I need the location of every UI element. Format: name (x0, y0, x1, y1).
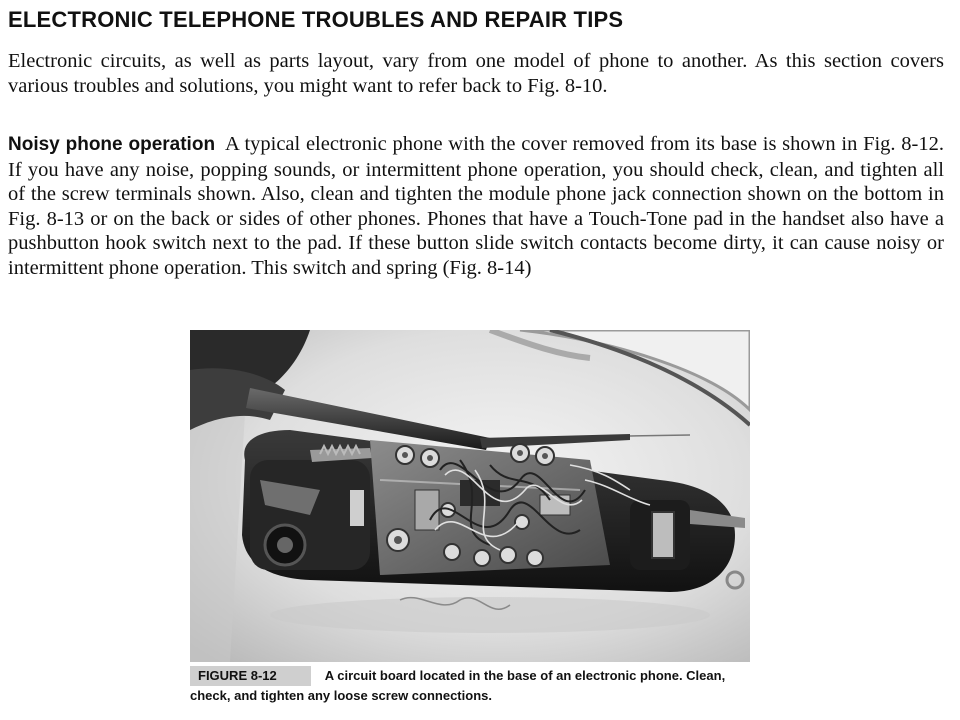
figure-caption (190, 666, 756, 706)
noisy-operation-body: A typical electronic phone with the cover removed from its base is shown in Fig. 8-12. If you have any noise, popping sounds, or intermittent phone operation, you should check, clean, and tighten all of the screw terminals shown. Also, clean and tighten the module phone jack connection shown on the bottom in Fig. 8-13 or on the back or sides of other phones. Phones that have a Touch-Tone pad in the handset also have a pushbutton hook switch next to the pad. If these button slide switch contacts become dirty, it can cause noisy or intermittent phone operation. This switch and spring (Fig. 8-14) (8, 133, 944, 279)
noisy-operation-heading: Noisy phone operation (8, 134, 216, 155)
figure-label: FIGURE 8-12 (190, 666, 311, 686)
section-heading: ELECTRONIC TELEPHONE TROUBLES AND REPAIR TIPS (8, 7, 624, 32)
figure-8-12-photo (190, 330, 750, 662)
intro-paragraph: Electronic circuits, as well as parts layout, vary from one model of phone to another. As this section covers various troubles and solutions, you might want to refer back to Fig. 8-10. (8, 50, 944, 97)
noisy-operation-paragraph (8, 132, 944, 280)
circuit-board-photo (190, 330, 750, 662)
figure-caption-text: A circuit board located in the base of an electronic phone. Clean, check, and tighten any loose screw connections. (190, 668, 726, 703)
